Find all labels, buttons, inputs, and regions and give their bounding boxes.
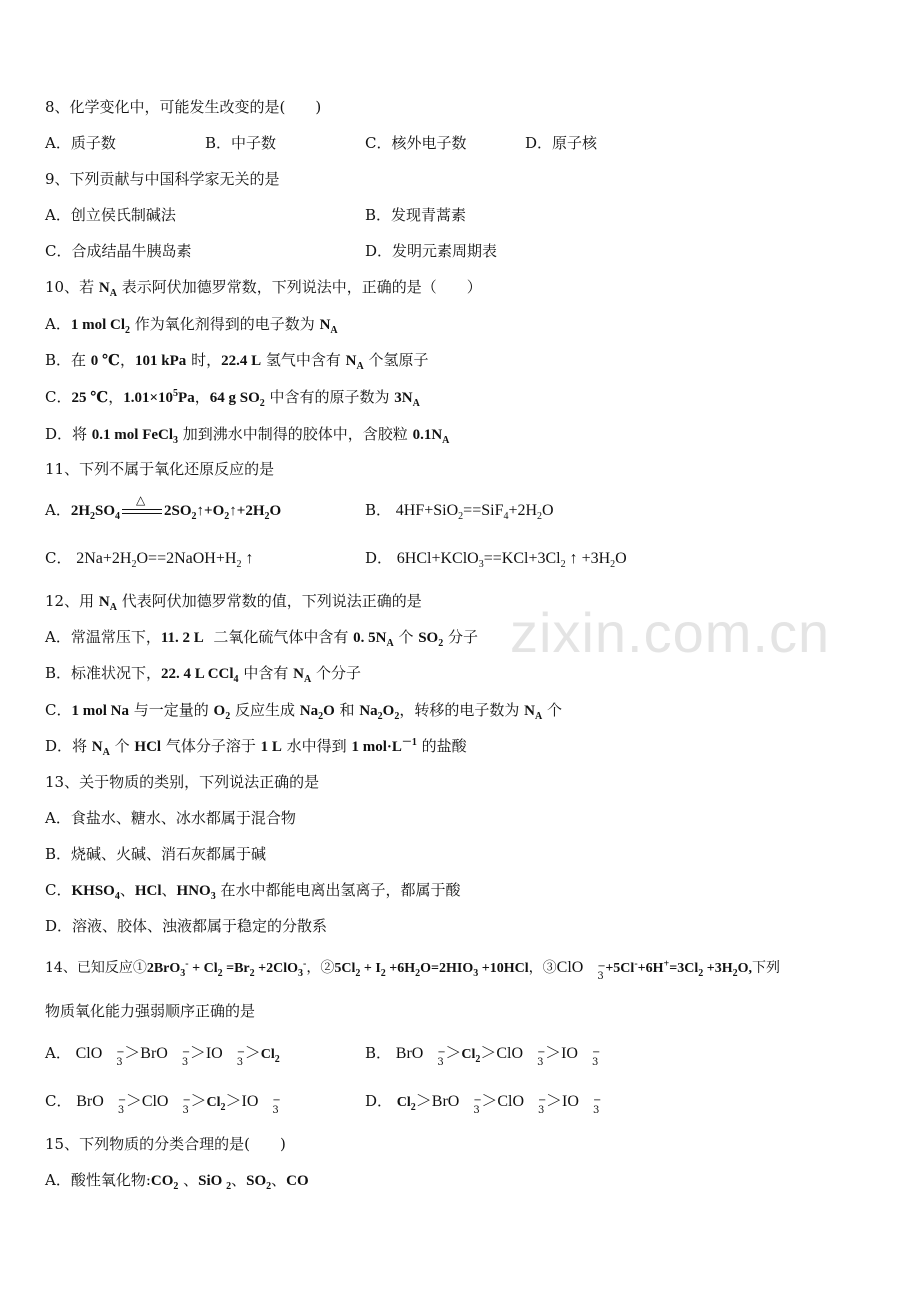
q14-option-d: D． $Cl_2>BrO$ − 3 ＞ClO − 3 ＞IO − 3 <box>365 1092 602 1116</box>
q9-stem: 9、下列贡献与中国科学家无关的是 <box>45 170 280 188</box>
q13-option-d: D．溶液、胶体、浊液都属于稳定的分散系 <box>45 917 328 935</box>
q14-option-b: B． BrO − 3 $>Cl_2>ClO$ − 3 ＞IO − 3 <box>365 1044 601 1068</box>
q12-option-b: B．标准状况下，22. 4 L CCl$_4$ 中含有 $N_A$ 个分子 <box>45 664 361 685</box>
q10-option-a: A．1 mol $Cl_2$ 作为氧化剂得到的电子数为 $N_A$ <box>45 315 338 336</box>
q15-stem: 15、下列物质的分类合理的是( ) <box>45 1135 286 1153</box>
q10-option-c: C．25 ℃，$1.01\times 10^5Pa$，64 g $SO_2$ 中含有的原子数为 $3N_A$ <box>45 388 420 409</box>
q13-option-c: C．$KHSO_4$、HCl、$HNO_3$ 在水中都能电离出氢离子，都属于酸 <box>45 881 461 902</box>
q8-option-d: D．原子核 <box>525 134 598 152</box>
q11-stem: 11、下列不属于氧化还原反应的是 <box>45 460 275 478</box>
q13-stem: 13、关于物质的类别，下列说法正确的是 <box>45 773 320 791</box>
q13-option-a: A．食盐水、糖水、冰水都属于混合物 <box>45 809 296 827</box>
q11-option-d: D． $6HCl+KClO_3==KCl+3Cl_2$ ↑ $+3H_2O$ <box>365 549 627 571</box>
q9-option-b: B．发现青蒿素 <box>365 206 467 224</box>
q8-option-a: A．质子数 <box>45 134 116 152</box>
q12-option-a: A．常温常压下，11. 2 L 二氧化硫气体中含有 0. $5N_A$ 个 $SO_2$ 分子 <box>45 628 479 649</box>
q9-option-c: C．合成结晶牛胰岛素 <box>45 242 192 260</box>
watermark: zixin.com.cn <box>510 601 831 664</box>
q15-option-a: A．酸性氧化物$:CO_2$ 、SiO $_2$、$SO_2$、CO <box>45 1171 309 1192</box>
q12-option-c: C．1 mol Na 与一定量的 $O_2$ 反应生成 $Na_2O$ 和 $Na_2O_2$，转移的电子数为 $N_A$ 个 <box>45 701 562 722</box>
q14-stem: 14、已知反应①2BrO$_3$- + $Cl_2 =Br_2 +2ClO_3^-$，$②5Cl_2 + I_2 +6H_2O=2HIO_3 +10HCl$，③ClO − 3 $+5Cl^-+6H^+=3Cl_2 +3H_2O$,下列 <box>45 958 780 982</box>
q12-option-d: D．将 $N_A$ 个 HCl 气体分子溶于 1 L 水中得到 1 $mol\cdot L^{-1}$ 的盐酸 <box>45 737 467 758</box>
q11-option-a: A．$2H_2SO_4$ △ $2SO_2↑+O_2↑+2H_2O$ <box>45 493 282 522</box>
q13-option-b: B．烧碱、火碱、消石灰都属于碱 <box>45 845 267 863</box>
q8-option-b: B．中子数 <box>205 134 277 152</box>
q9-option-a: A．创立侯氏制碱法 <box>45 206 176 224</box>
q14-stem-line2: 物质氧化能力强弱顺序正确的是 <box>45 1002 256 1020</box>
q8-stem: 8、化学变化中，可能发生改变的是( ) <box>45 98 322 116</box>
q10-option-d: D．将 0.1 mol FeCl$_3$ 加到沸水中制得的胶体中，含胶粒 $0.1N_A$ <box>45 425 450 446</box>
q11-option-b: B． $4HF+SiO_2==SiF_4+2H_2O$ <box>365 501 554 523</box>
q10-stem: 10、若 $N_A$ 表示阿伏加德罗常数，下列说法中，正确的是（ ） <box>45 278 482 299</box>
q8-option-c: C．核外电子数 <box>365 134 467 152</box>
q10-option-b: B．在 0 ℃，101 kPa 时，22.4 L 氢气中含有 $N_A$ 个氢原子 <box>45 351 429 372</box>
q11-option-c: C． $2Na+2H_2O==2NaOH+H_2$ ↑ <box>45 549 254 571</box>
q9-option-d: D．发明元素周期表 <box>365 242 498 260</box>
q14-option-c: C． BrO − 3 ＞ClO − 3 $>Cl_2>IO$ − 3 <box>45 1092 281 1116</box>
q14-option-a: A． ClO − 3 ＞BrO − 3 ＞IO − 3 $>Cl_2$ <box>45 1044 280 1068</box>
q12-stem: 12、用 $N_A$ 代表阿伏加德罗常数的值，下列说法正确的是 <box>45 592 422 613</box>
